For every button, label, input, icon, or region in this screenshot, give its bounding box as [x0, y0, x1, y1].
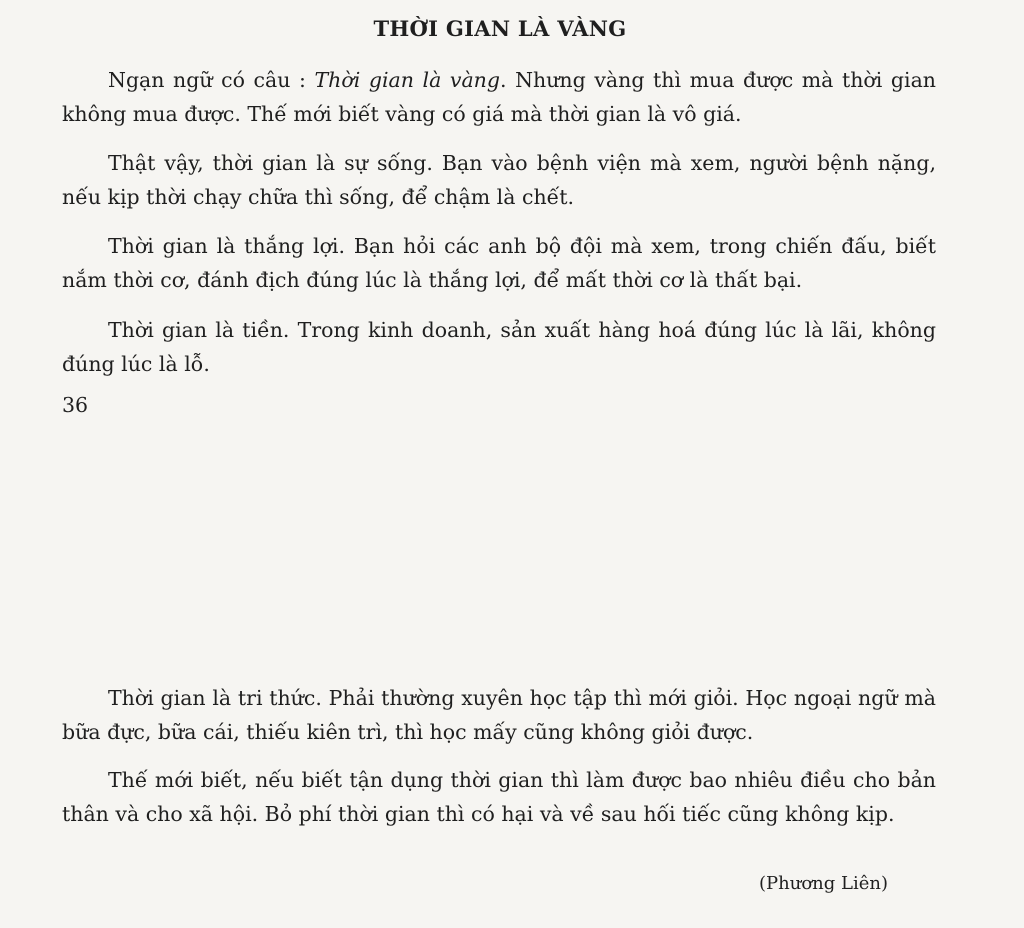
paragraph-3: Thời gian là thắng lợi. Bạn hỏi các anh bộ đội mà xem, trong chiến đấu, biết nắm thời cơ, đánh địch đúng lúc là thắng lợi, để mất thời cơ là thất bại.	[62, 234, 936, 292]
paragraph-1-rest: . Nhưng vàng thì mua được mà thời gian không mua được. Thế mới biết vàng có giá mà thời gian là vô giá.	[62, 68, 936, 126]
paragraph-1	[62, 63, 936, 131]
page-number: 36	[62, 393, 89, 417]
paragraph-2: Thật vậy, thời gian là sự sống. Bạn vào bệnh viện mà xem, người bệnh nặng, nếu kịp thời chạy chữa thì sống, để chậm là chết.	[62, 151, 936, 209]
document-title: THỜI GIAN LÀ VÀNG	[373, 16, 627, 41]
paragraph-5: Thời gian là tri thức. Phải thường xuyên học tập thì mới giỏi. Học ngoại ngữ mà bữa đực, bữa cái, thiếu kiên trì, thì học mấy cũng không giỏi được.	[62, 686, 936, 744]
paragraph-4: Thời gian là tiền. Trong kinh doanh, sản xuất hàng hoá đúng lúc là lãi, không đúng lúc là lỗ.	[62, 318, 936, 376]
paragraph-1-intro: Ngạn ngữ có câu :	[108, 68, 315, 92]
author-attribution: (Phương Liên)	[759, 873, 888, 894]
paragraph-6: Thế mới biết, nếu biết tận dụng thời gian thì làm được bao nhiêu điều cho bản thân và cho xã hội. Bỏ phí thời gian thì có hại và về sau hối tiếc cũng không kịp.	[62, 768, 936, 826]
paragraph-1-quote: Thời gian là vàng	[314, 68, 500, 92]
